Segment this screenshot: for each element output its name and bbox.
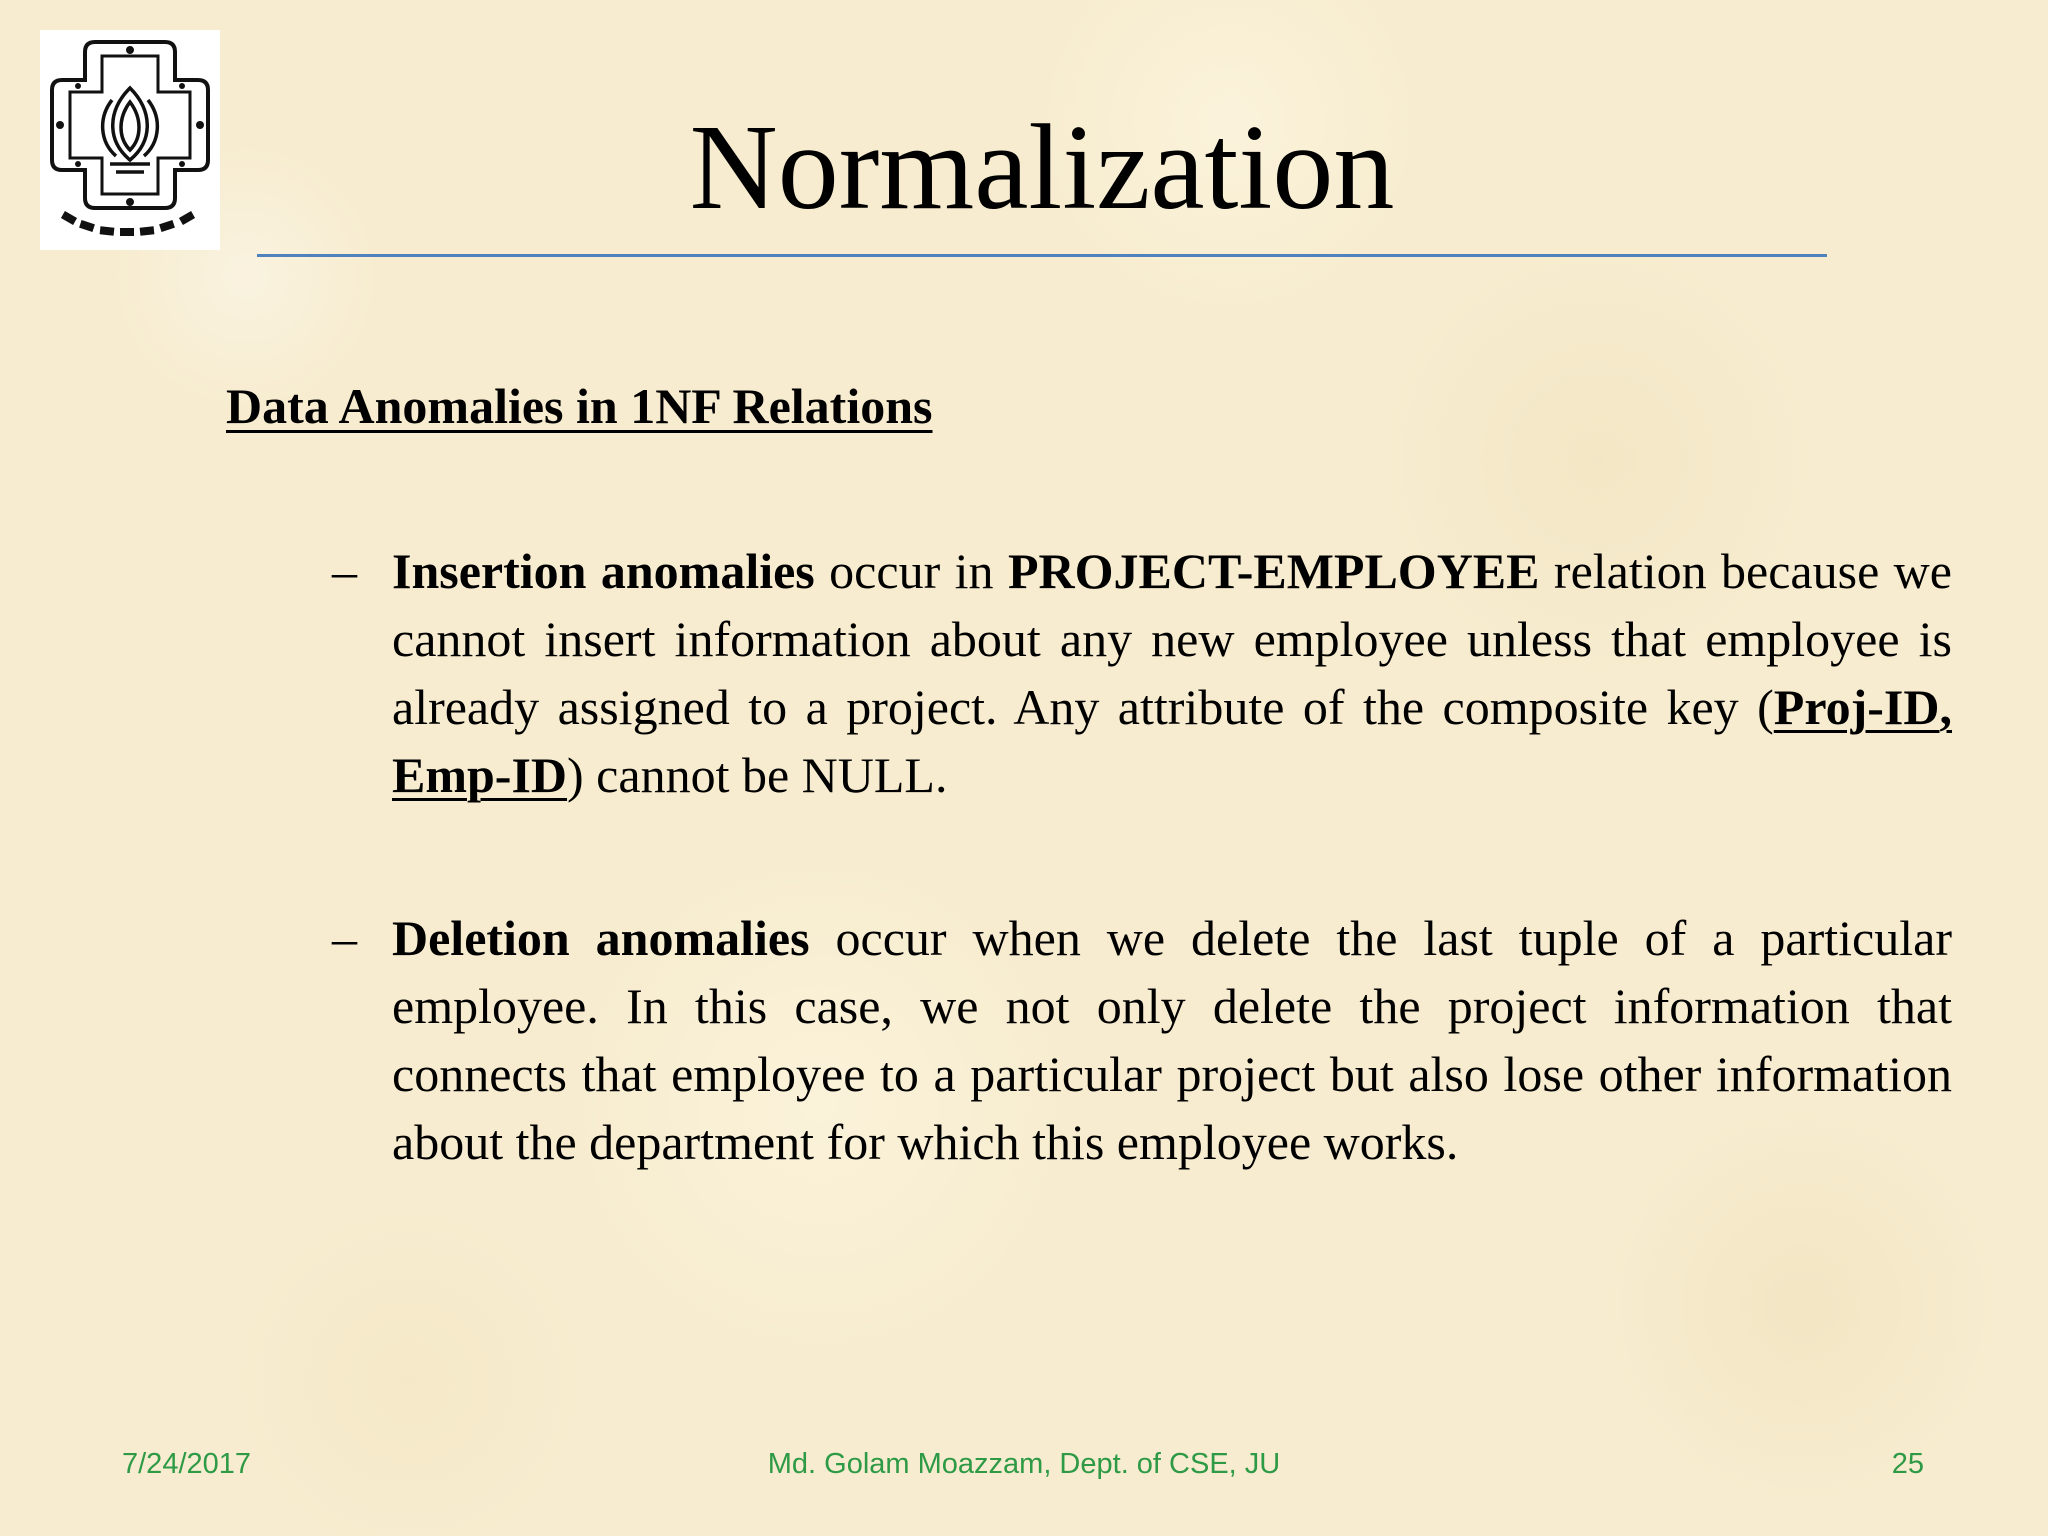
bullet-text-part: ) cannot be NULL.: [567, 747, 948, 803]
footer-date: 7/24/2017: [122, 1448, 252, 1480]
bullet-dash: –: [332, 543, 357, 599]
key-proj-id: Proj-ID: [1773, 679, 1940, 735]
slide-title: Normalization: [689, 100, 1395, 235]
entity-project-employee: PROJECT-EMPLOYEE: [1007, 543, 1540, 599]
bullet-text-part: occur when we delete the last tuple of a particular employee. In this case, we not only delete the project information that connects that employee to a particular project but also lose other information about the department for which this employee works.: [392, 910, 1952, 1170]
university-seal-icon: [40, 30, 220, 250]
title-divider: [257, 254, 1827, 257]
university-logo: [40, 30, 220, 250]
bullet-insertion-anomalies: [332, 537, 1952, 809]
key-emp-id: Emp-ID: [392, 747, 568, 803]
bullet-text-part: relation because we cannot insert information about any new employee unless that employee is already assigned to a project. Any attribute of the composite key (: [392, 543, 1952, 735]
term-deletion-anomalies: Deletion anomalies: [392, 910, 810, 966]
key-separator: ,: [1939, 679, 1952, 735]
term-insertion-anomalies: Insertion anomalies: [392, 543, 815, 599]
bullet-text: [392, 904, 1952, 1176]
section-heading: Data Anomalies in 1NF Relations: [226, 378, 933, 434]
bullet-dash: –: [332, 910, 357, 966]
footer-author: Md. Golam Moazzam, Dept. of CSE, JU: [767, 1448, 1281, 1480]
bullet-deletion-anomalies: [332, 904, 1952, 1176]
bullet-text-part: occur in: [814, 543, 1008, 599]
slide-number: 25: [1891, 1448, 1924, 1480]
bullet-text: [392, 537, 1952, 809]
